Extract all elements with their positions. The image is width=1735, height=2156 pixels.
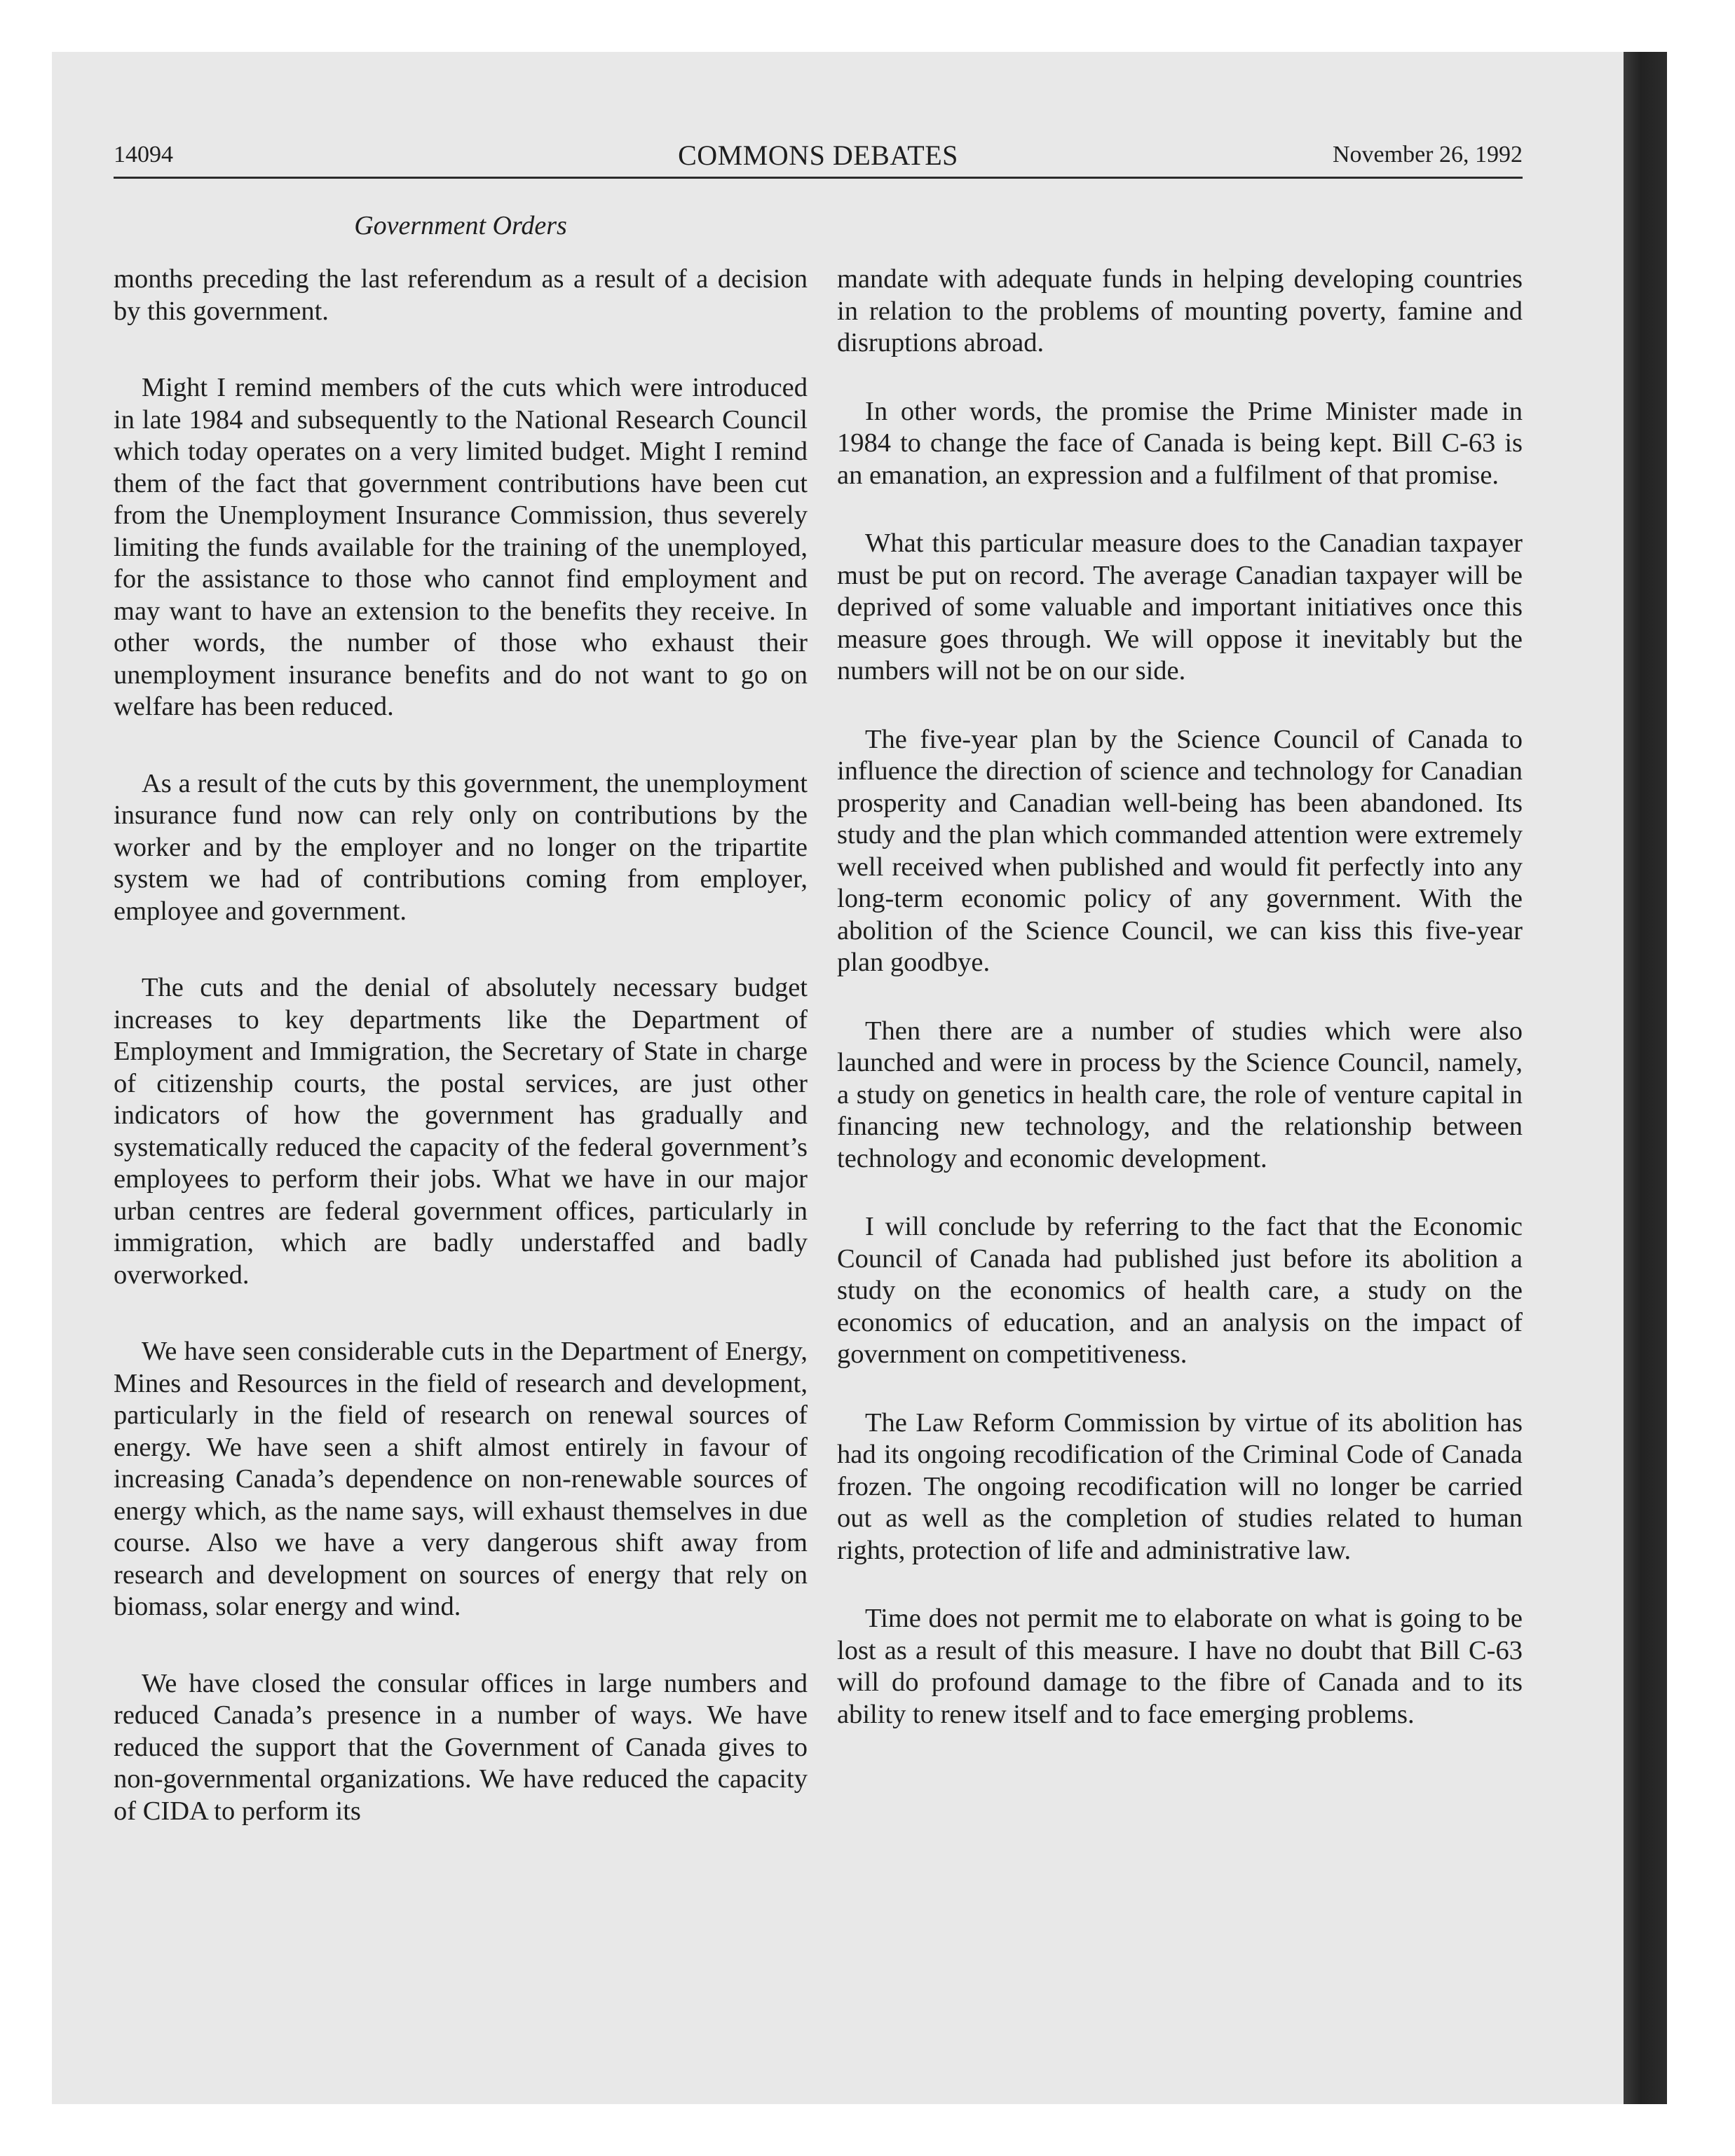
paragraph: As a result of the cuts by this government, the unemployment insurance fund now can rely only on contributions by the worker and by the employer and no longer on the tripartite system we had of contributions coming from employer, employee and government.: [114, 768, 808, 926]
paragraph: I will conclude by referring to the fact that the Economic Council of Canada had published just before its abolition a study on the economics of health care, a study on the economics of education, and an analysis on the impact of government on competitiveness.: [837, 1212, 1523, 1369]
scan-dark-edge: [1624, 52, 1667, 2104]
header-rule: [114, 177, 1523, 179]
journal-title: COMMONS DEBATES: [678, 139, 958, 171]
paragraph: We have closed the consular offices in large numbers and reduced Canada’s presence in a number of ways. We have reduced the support that the Government of Canada gives to non-governmental organizations. We have reduced the capacity of CIDA to perform its: [114, 1668, 808, 1826]
paragraph: The five-year plan by the Science Council of Canada to influence the direction of science and technology for Canadian prosperity and Canadian well-being has been abandoned. Its study and the plan which commanded attention were extremely well received when published and would fit perfectly into any long-term economic policy of any government. With the abolition of the Science Council, we can kiss this five-year plan goodbye.: [837, 724, 1523, 977]
paragraph: months preceding the last referendum as a result of a decision by this government.: [114, 264, 808, 326]
paragraph: In other words, the promise the Prime Minister made in 1984 to change the face of Canada is being kept. Bill C-63 is an emanation, an expression and a fulfilment of that promise.: [837, 396, 1523, 490]
right-column: [837, 264, 1523, 1731]
running-header: [114, 136, 1523, 178]
section-label: Government Orders: [354, 211, 567, 240]
paragraph: The cuts and the denial of absolutely necessary budget increases to key departments like the Department of Employment and Immigration, the Secretary of State in charge of citizenship courts, the postal services, are just other indicators of how the government has gradually and systematically reduced the capacity of the federal government’s employees to perform their jobs. What we have in our major urban centres are federal government offices, particularly in immigration, which are badly understaffed and badly overworked.: [114, 973, 808, 1290]
paragraph: Then there are a number of studies which were also launched and were in process by the Science Council, namely, a study on genetics in health care, the role of venture capital in financing new technology, and the relationship between technology and economic development.: [837, 1016, 1523, 1173]
paragraph: Might I remind members of the cuts which were introduced in late 1984 and subsequently to the National Research Council which today operates on a very limited budget. Might I remind them of the fact that government contributions have been cut from the Unemployment Insurance Commission, thus severely limiting the funds available for the training of the unemployed, for the assistance to those who cannot find employment and may want to have an extension to the benefits they receive. In other words, the number of those who exhaust their unemployment insurance benefits and do not want to go on welfare has been reduced.: [114, 373, 808, 721]
paragraph: We have seen considerable cuts in the Department of Energy, Mines and Resources in the field of research and development, particularly in the field of research on renewal sources of energy. We have seen a shift almost entirely in favour of increasing Canada’s dependence on non-renewable sources of energy which, as the name says, will exhaust themselves in due course. Also we have a very dangerous shift away from research and development on sources of energy that rely on biomass, solar energy and wind.: [114, 1337, 808, 1621]
left-column: [114, 264, 808, 1827]
paragraph: mandate with adequate funds in helping developing countries in relation to the problems of mounting poverty, famine and disruptions abroad.: [837, 264, 1523, 357]
paragraph: The Law Reform Commission by virtue of its abolition has had its ongoing recodification of the Criminal Code of Canada frozen. The ongoing recodification will no longer be carried out as well as the completion of studies related to human rights, protection of life and administrative law.: [837, 1407, 1523, 1565]
page-number: 14094: [114, 142, 173, 168]
paragraph: What this particular measure does to the Canadian taxpayer must be put on record. The average Canadian taxpayer will be deprived of some valuable and important initiatives once this measure goes through. We will oppose it inevitably but the numbers will not be on our side.: [837, 528, 1523, 685]
paragraph: Time does not permit me to elaborate on what is going to be lost as a result of this measure. I have no doubt that Bill C-63 will do profound damage to the fibre of Canada and to its ability to renew itself and to face emerging problems.: [837, 1604, 1523, 1729]
session-date: November 26, 1992: [1332, 142, 1523, 168]
